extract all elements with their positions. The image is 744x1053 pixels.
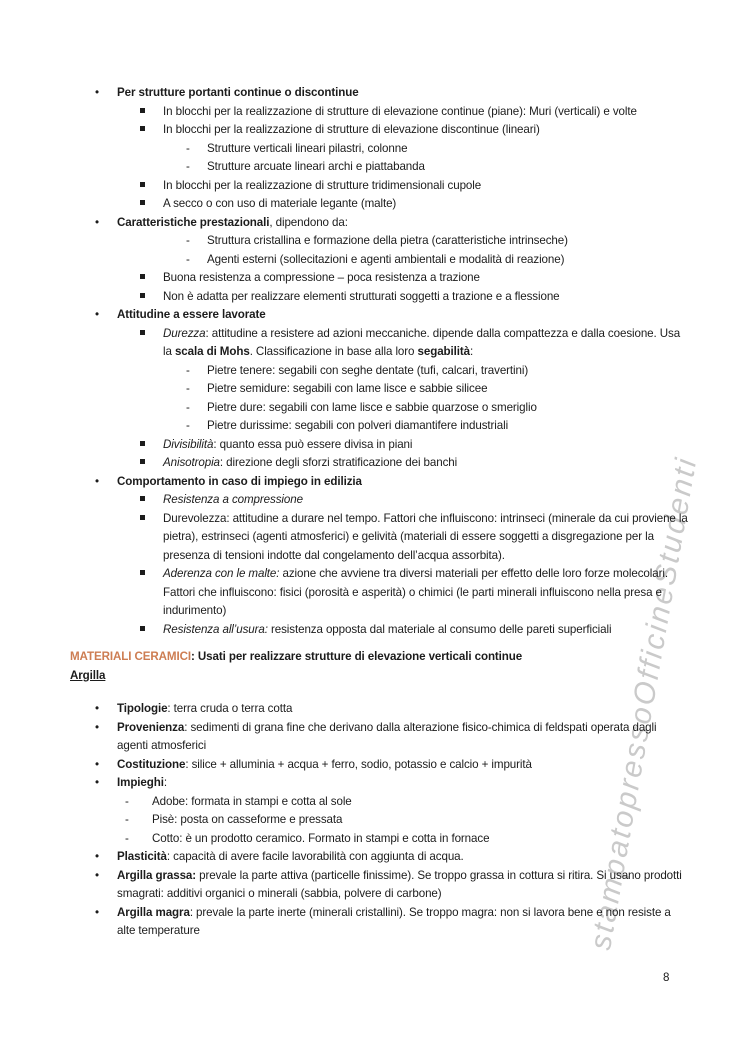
list-item-text: Impieghi: — [117, 776, 167, 789]
list-item — [70, 121, 688, 140]
list-item — [70, 399, 688, 418]
list-item — [70, 510, 688, 566]
list-item — [70, 565, 688, 621]
disc-bullet-icon: • — [95, 215, 99, 229]
disc-bullet-icon: • — [95, 850, 99, 863]
list-item — [70, 436, 688, 455]
disc-bullet-icon: • — [95, 905, 99, 919]
list-item-text: Strutture arcuate lineari archi e piattabanda — [207, 160, 425, 173]
square-bullet-icon — [140, 510, 163, 566]
disc-bullet-icon: • — [95, 868, 99, 882]
square-bullet-icon — [140, 288, 163, 307]
list-item — [70, 719, 688, 756]
list-item — [70, 288, 688, 307]
list-item — [70, 158, 688, 177]
list-item-text: Caratteristiche prestazionali, dipendono da: — [117, 215, 348, 229]
list-item — [70, 830, 688, 849]
list-item — [70, 491, 688, 510]
list-item-text: Tipologie: terra cruda o terra cotta — [117, 702, 293, 715]
square-bullet-icon — [140, 103, 163, 122]
list-item — [70, 621, 688, 640]
square-bullet-icon — [140, 454, 163, 473]
square-bullet-icon — [140, 177, 163, 196]
section-heading — [70, 648, 688, 667]
disc-bullet-icon: • — [95, 474, 99, 488]
square-bullet-icon — [140, 436, 163, 455]
list-item — [70, 904, 688, 941]
list-item-text: Aderenza con le malte: azione che avviene tra diversi materiali per effetto delle loro forze molecolari. Fattori che influiscono: fisici (porosità e asperità) o chimici (le parti minerali influiscono nella presa e indurimento) — [163, 567, 668, 617]
list-item — [70, 269, 688, 288]
list-item-text: Buona resistenza a compressione – poca resistenza a trazione — [163, 271, 480, 284]
square-bullet-icon — [140, 491, 163, 510]
dash-bullet-icon: - — [186, 141, 190, 155]
section-heading-accent: MATERIALI CERAMICI — [70, 650, 191, 663]
list-item — [70, 473, 688, 492]
list-item — [70, 306, 688, 325]
list-item-text: Durezza: attitudine a resistere ad azioni meccaniche. dipende dalla compattezza e dalla coesione. Usa la scala di Mohs. Classificazione in base alla loro segabilità: — [163, 326, 681, 358]
list-item — [70, 380, 688, 399]
list-item — [70, 251, 688, 270]
list-item-text: Per strutture portanti continue o discontinue — [117, 86, 359, 99]
list-item — [70, 177, 688, 196]
list-item — [70, 454, 688, 473]
list-item — [70, 140, 688, 159]
list-item — [70, 848, 688, 867]
list-item-text: A secco o con uso di materiale legante (malte) — [163, 197, 397, 210]
list-item — [70, 867, 688, 904]
list-item-text: Adobe: formata in stampi e cotta al sole — [152, 794, 352, 808]
square-bullet-icon — [140, 325, 163, 362]
list-item-text: Non è adatta per realizzare elementi strutturati soggetti a trazione e a flessione — [163, 289, 560, 303]
section-heading-rest: : Usati per realizzare strutture di elevazione verticali continue — [191, 650, 523, 663]
dash-bullet-icon: - — [186, 160, 190, 173]
page-number: 8 — [663, 971, 670, 984]
list-item-text: Pisè: posta on casseforme e pressata — [152, 813, 343, 826]
dash-bullet-icon: - — [186, 363, 190, 377]
list-item — [70, 103, 688, 122]
square-bullet-icon — [140, 195, 163, 214]
dash-bullet-icon: - — [125, 813, 129, 826]
list-item-text: Pietre tenere: segabili con seghe dentate (tufi, calcari, travertini) — [207, 363, 529, 377]
list-item — [70, 756, 688, 775]
list-item-text: Divisibilità: quanto essa può essere divisa in piani — [163, 437, 413, 451]
dash-bullet-icon: - — [186, 419, 190, 432]
list-item — [70, 214, 688, 233]
list-item-text: Cotto: è un prodotto ceramico. Formato in stampi e cotta in fornace — [152, 831, 490, 845]
list-item-text: Resistenza a compressione — [163, 493, 303, 506]
list-item — [70, 232, 688, 251]
list-item — [70, 793, 688, 812]
list-item-text: Comportamento in caso di impiego in edilizia — [117, 474, 362, 488]
list-item-text: Pietre dure: segabili con lame lisce e sabbie quarzose o smeriglio — [207, 400, 537, 414]
square-bullet-icon — [140, 121, 163, 140]
notes-list-ceramics — [70, 700, 688, 941]
disc-bullet-icon: • — [95, 720, 99, 734]
list-item-text: Pietre durissime: segabili con polveri diamantifere industriali — [207, 419, 509, 432]
square-bullet-icon — [140, 621, 163, 640]
list-item-text: In blocchi per la realizzazione di strutture tridimensionali cupole — [163, 178, 482, 192]
dash-bullet-icon: - — [186, 234, 190, 247]
list-item-text: Agenti esterni (sollecitazioni e agenti ambientali e modalità di reazione) — [207, 252, 565, 266]
disc-bullet-icon: • — [95, 86, 99, 99]
list-item-text: Durevolezza: attitudine a durare nel tempo. Fattori che influiscono: intrinseci (minerale da cui proviene la pietra), estrinseci (agenti atmosferici) e gelività (materiali di essere soggetti a disgregazione per la presenza di tensioni indotte dal congelamento dell’acqua assorbita). — [163, 511, 688, 562]
list-item-text: Argilla magra: prevale la parte inerte (minerali cristallini). Se troppo magra: non si lavora bene e non resiste a alte temperature — [117, 905, 671, 937]
list-item-text: Pietre semidure: segabili con lame lisce e sabbie silicee — [207, 382, 488, 395]
list-item-text: Costituzione: silice + alluminia + acqua + ferro, sodio, potassio e calcio + impurità — [117, 757, 532, 771]
watermark: stampatopressoOfficineStudenti — [584, 453, 704, 953]
disc-bullet-icon: • — [95, 757, 99, 771]
dash-bullet-icon: - — [125, 794, 129, 808]
list-item-text: Strutture verticali lineari pilastri, colonne — [207, 141, 408, 155]
list-item-text: In blocchi per la realizzazione di strutture di elevazione continue (piane): Muri (verticali) e volte — [163, 104, 637, 118]
document-content — [70, 84, 688, 941]
list-item — [70, 700, 688, 719]
square-bullet-icon — [140, 269, 163, 288]
disc-bullet-icon: • — [95, 702, 99, 715]
list-item — [70, 325, 688, 362]
dash-bullet-icon: - — [186, 382, 190, 395]
dash-bullet-icon: - — [186, 252, 190, 266]
list-item-text: In blocchi per la realizzazione di strutture di elevazione discontinue (lineari) — [163, 123, 540, 136]
dash-bullet-icon: - — [186, 400, 190, 414]
dash-bullet-icon: - — [125, 831, 129, 845]
list-item-text: Plasticità: capacità di avere facile lavorabilità con aggiunta di acqua. — [117, 850, 464, 863]
disc-bullet-icon: • — [95, 308, 99, 321]
list-item-text: Provenienza: sedimenti di grana fine che derivano dalla alterazione fisico-chimica di feldspati operata dagli agenti atmosferici — [117, 720, 657, 752]
square-bullet-icon — [140, 565, 163, 621]
list-item-text: Struttura cristallina e formazione della pietra (caratteristiche intrinseche) — [207, 234, 568, 247]
list-item — [70, 84, 688, 103]
list-item — [70, 195, 688, 214]
list-item — [70, 811, 688, 830]
list-item-text: Argilla grassa: prevale la parte attiva (particelle finissime). Se troppo grassa in cottura si ritira. Si usano prodotti smagrati: additivi organici o minerali (sabbia, polvere di carbone) — [117, 868, 682, 900]
list-item — [70, 774, 688, 793]
list-item-text: Resistenza all’usura: resistenza opposta dal materiale al consumo delle pareti superficiali — [163, 622, 612, 636]
list-item — [70, 362, 688, 381]
subsection-heading: Argilla — [70, 668, 106, 682]
list-item — [70, 417, 688, 436]
list-item-text: Anisotropia: direzione degli sforzi stratificazione dei banchi — [163, 456, 458, 469]
list-item-text: Attitudine a essere lavorate — [117, 308, 266, 321]
disc-bullet-icon: • — [95, 776, 99, 789]
notes-list-stone — [70, 84, 688, 639]
